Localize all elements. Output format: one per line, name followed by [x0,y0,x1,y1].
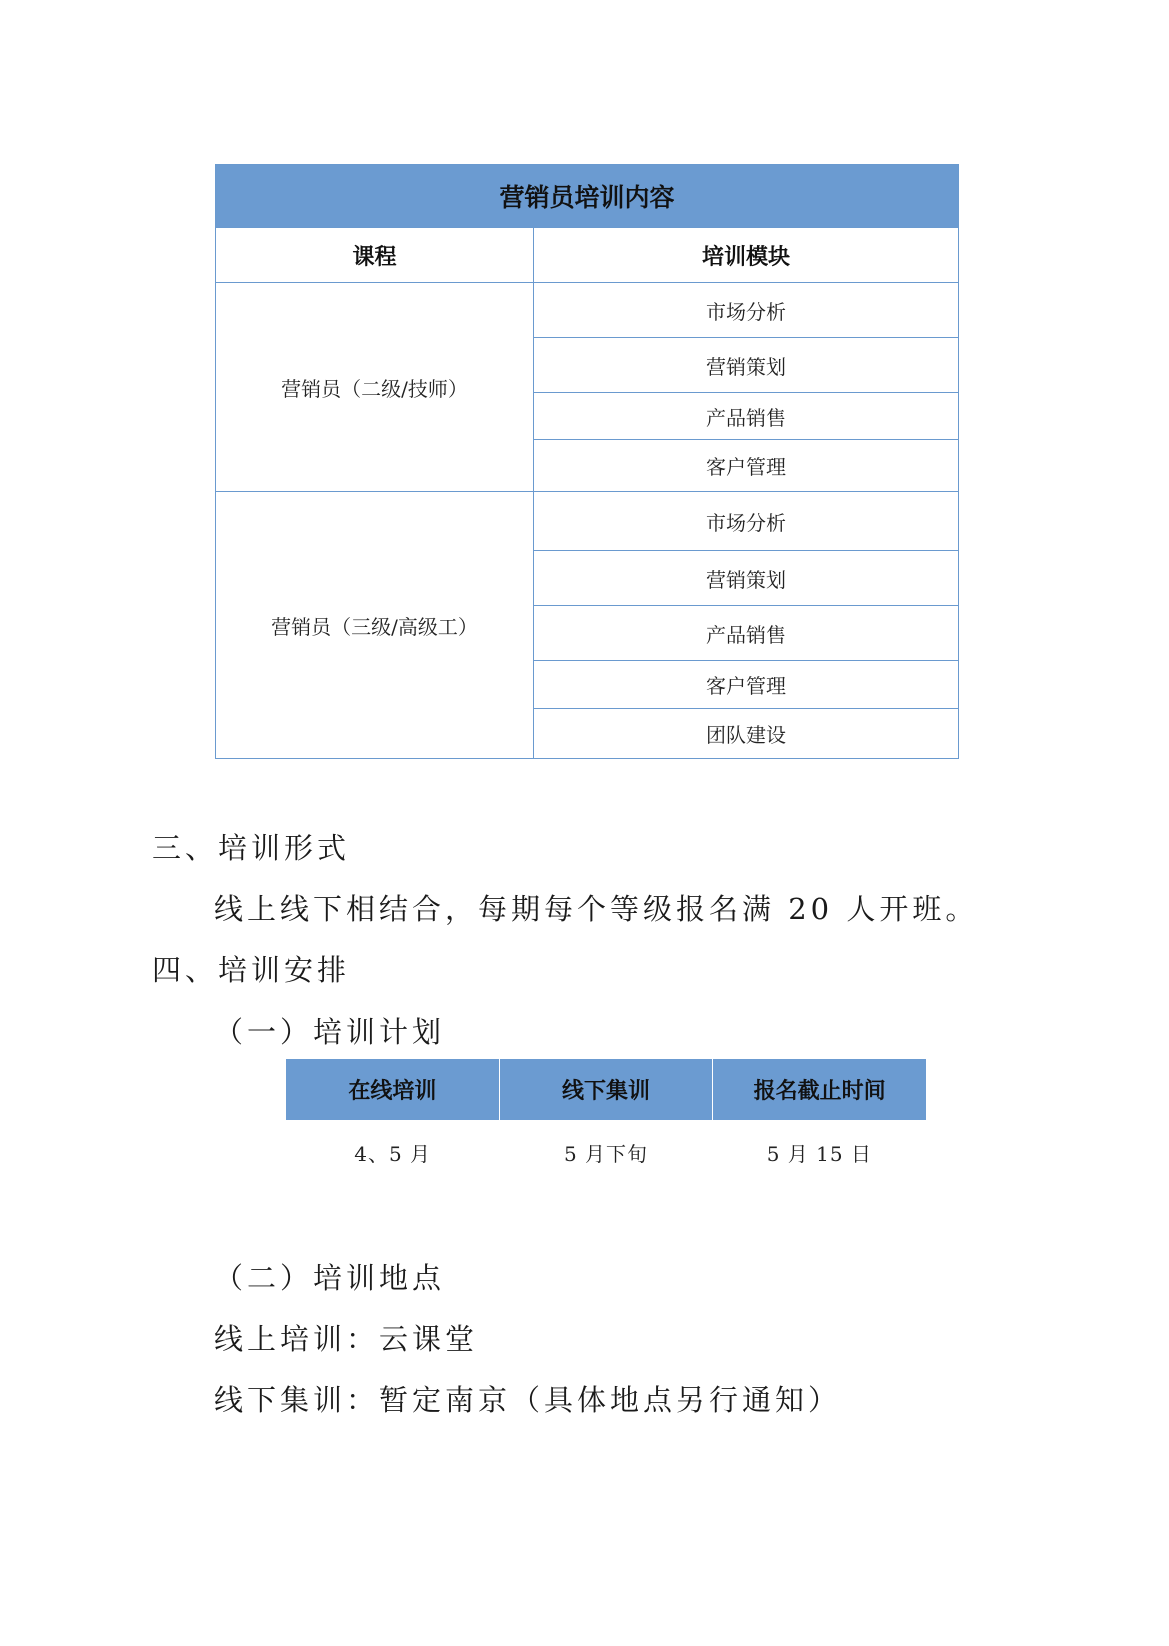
module-cell: 市场分析 [534,283,959,338]
schedule-value-row [286,1120,926,1184]
module-cell: 营销策划 [534,338,959,393]
table-title: 营销员培训内容 [216,165,959,228]
module-cell: 客户管理 [534,661,959,709]
schedule-header-online: 在线培训 [286,1059,499,1120]
section-heading-format: 三、培训形式 [152,831,351,865]
module-cell: 客户管理 [534,440,959,492]
table-title-row [216,165,959,228]
header-course: 课程 [216,228,534,283]
schedule-value-offline: 5 月下旬 [563,1141,649,1166]
module-cell: 营销策划 [534,551,959,606]
table-row [216,492,959,551]
module-cell: 产品销售 [534,606,959,661]
module-cell: 市场分析 [534,492,959,551]
location-online: 线上培训：云课堂 [214,1322,479,1356]
course-cell: 营销员（二级/技师） [216,283,534,492]
schedule-header-offline: 线下集训 [499,1059,712,1120]
schedule-header-row [286,1059,926,1120]
module-cell: 产品销售 [534,393,959,440]
format-description: 线上线下相结合，每期每个等级报名满 20 人开班。 [214,892,979,926]
schedule-value-online: 4、5 月 [354,1141,432,1166]
schedule-header-deadline: 报名截止时间 [713,1059,926,1120]
table-header-row [216,228,959,283]
training-content-table [215,164,959,759]
header-module: 培训模块 [534,228,959,283]
schedule-value-deadline: 5 月 15 日 [766,1141,872,1166]
section-heading-schedule: 四、培训安排 [152,953,351,987]
training-schedule-table [286,1059,926,1184]
subheading-location: （二）培训地点 [214,1261,446,1295]
subheading-plan: （一）培训计划 [214,1015,446,1049]
location-offline: 线下集训：暂定南京（具体地点另行通知） [214,1383,842,1417]
module-cell: 团队建设 [534,709,959,759]
course-cell: 营销员（三级/高级工） [216,492,534,759]
table-row [216,283,959,338]
